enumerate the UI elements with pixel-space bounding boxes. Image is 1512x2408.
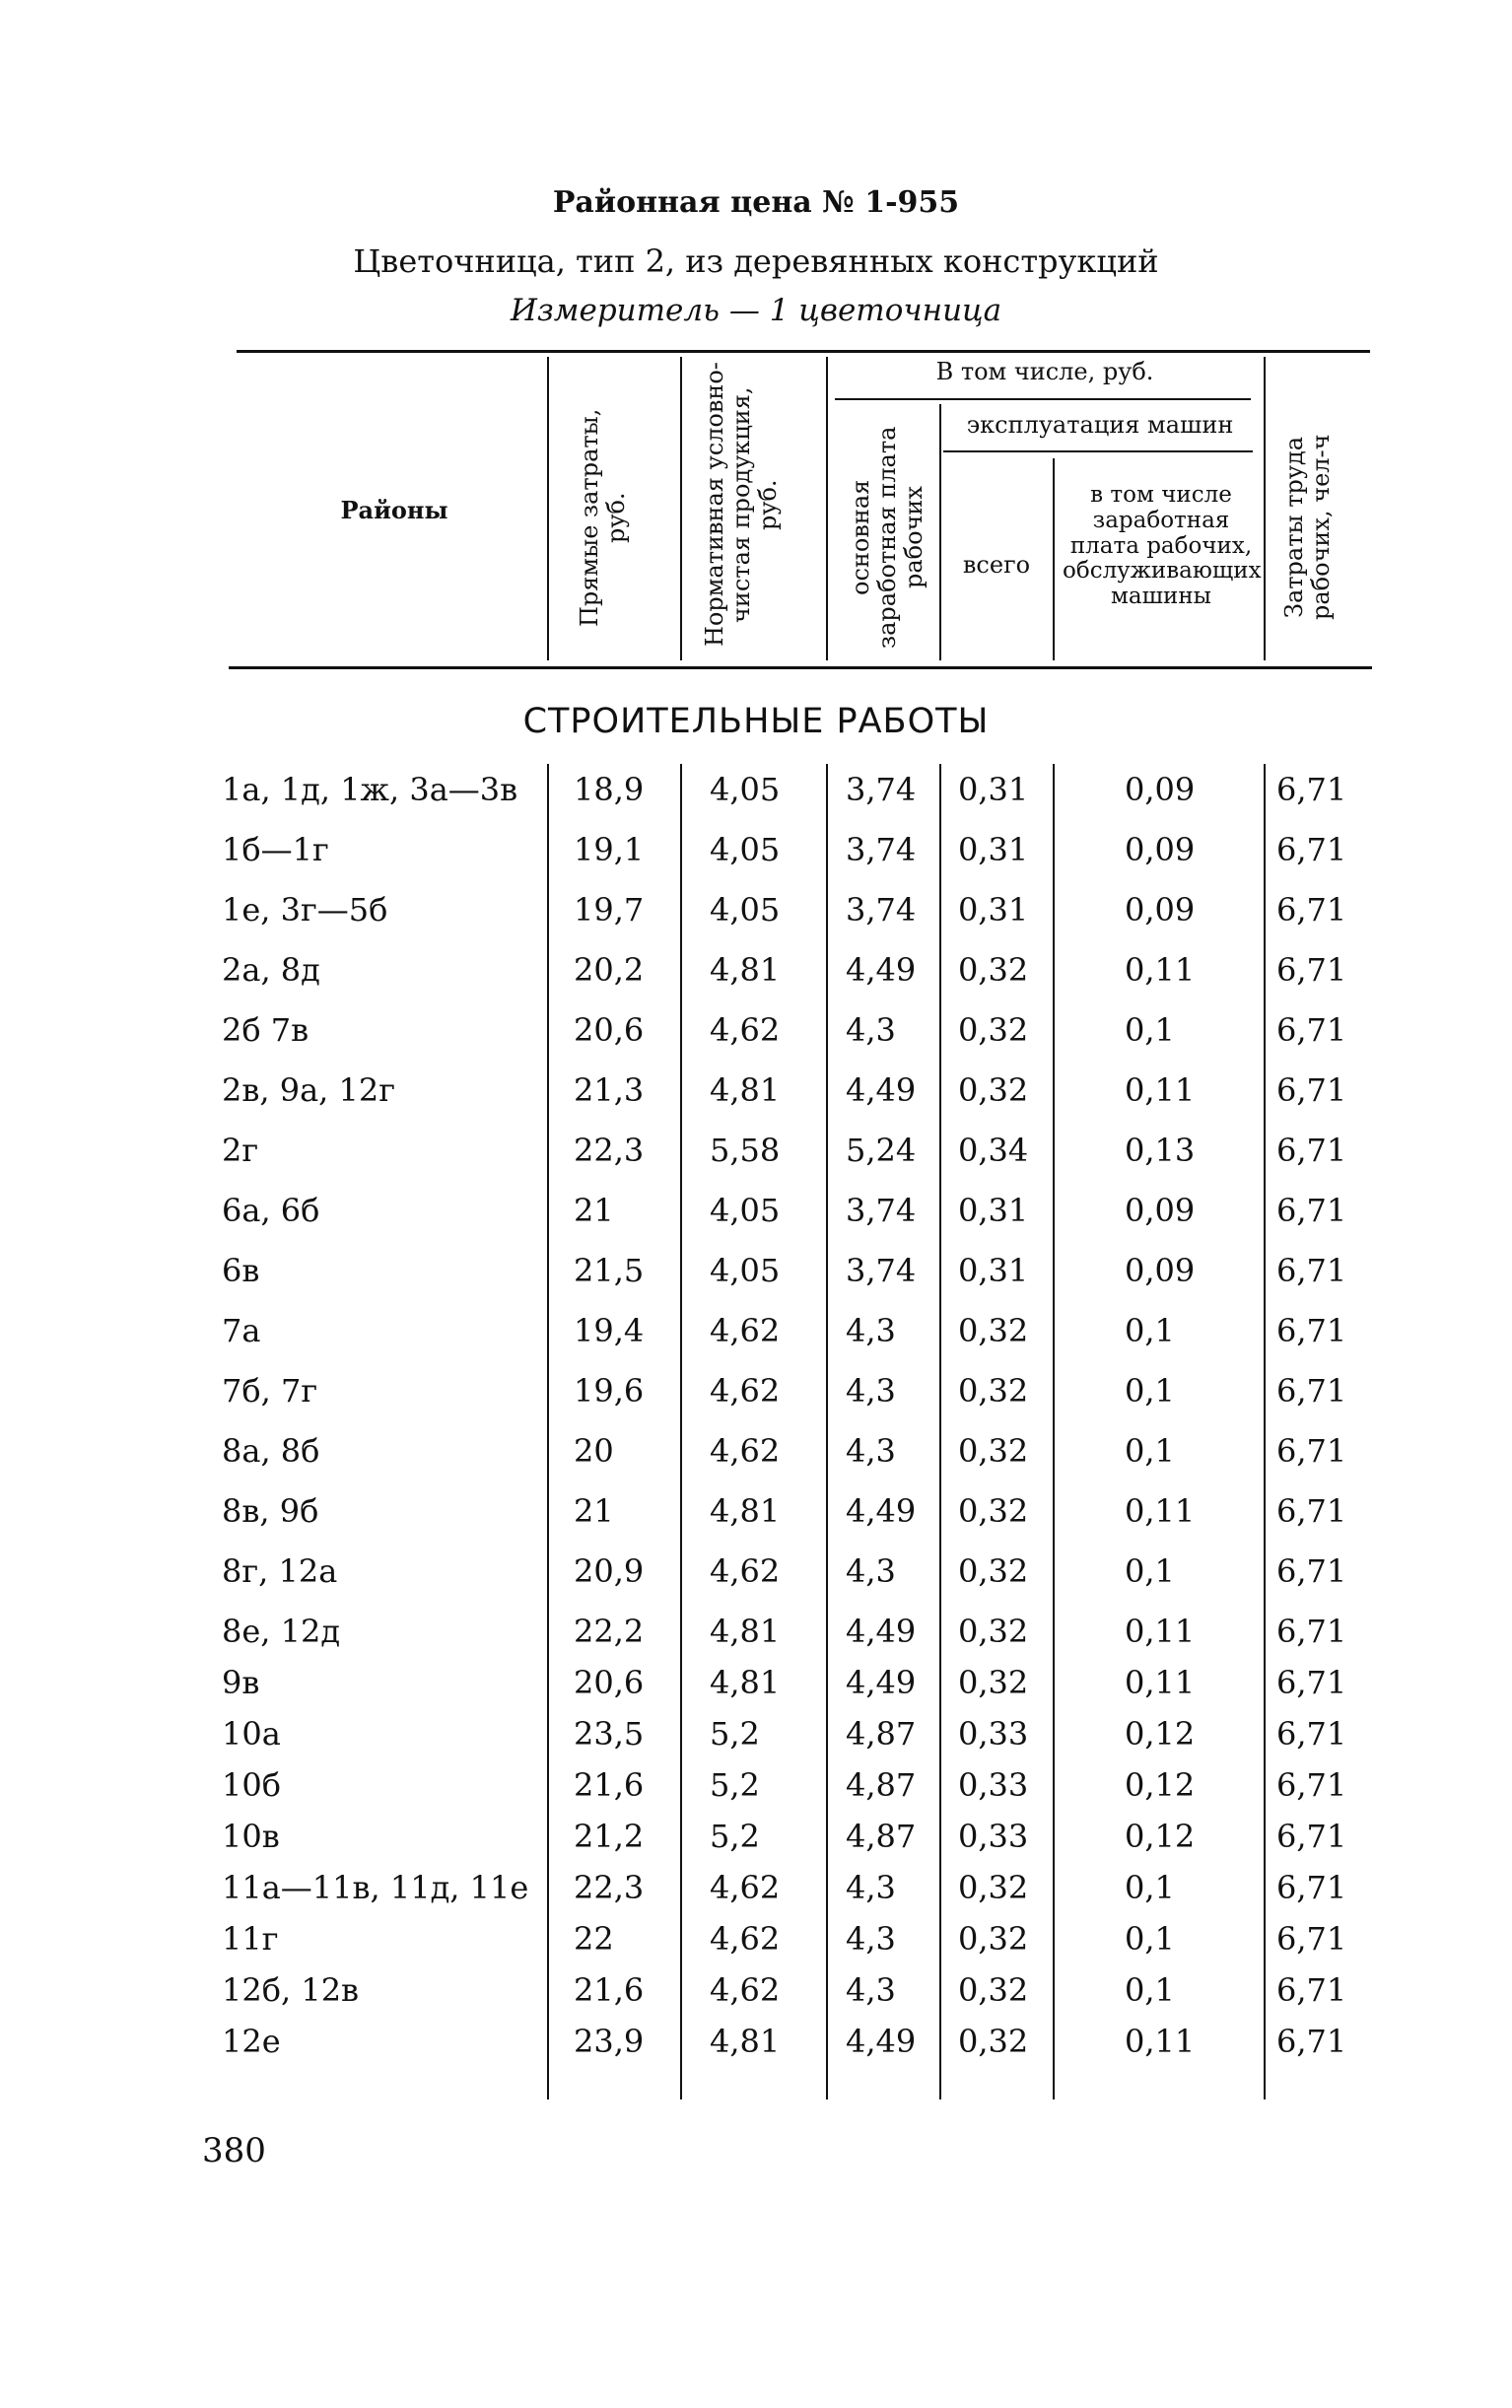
- machine-total-cell: 0,32: [958, 1011, 1029, 1049]
- col-machine-wage-header: в том числе заработная плата рабочих, обслуживающих машины: [1063, 482, 1262, 609]
- labor-cell: 6,71: [1276, 1818, 1347, 1855]
- direct-cost-cell: 20: [574, 1432, 614, 1470]
- normative-cell: 4,05: [710, 831, 781, 868]
- machine-total-cell: 0,32: [958, 2023, 1029, 2060]
- normative-cell: 4,81: [710, 951, 781, 989]
- direct-cost-cell: 20,6: [574, 1664, 645, 1701]
- base-wage-cell: 4,3: [846, 1432, 896, 1470]
- normative-cell: 4,62: [710, 1920, 781, 1958]
- including-header: В том числе, руб.: [935, 358, 1154, 385]
- machine-total-cell: 0,34: [958, 1132, 1029, 1169]
- machine-total-cell: 0,32: [958, 1492, 1029, 1530]
- machine-wage-cell: 0,09: [1125, 1252, 1196, 1289]
- normative-cell: 4,62: [710, 1869, 781, 1906]
- region-cell: 9в: [222, 1664, 260, 1701]
- region-cell: 2г: [222, 1132, 259, 1169]
- direct-cost-cell: 22: [574, 1920, 614, 1958]
- direct-cost-cell: 23,5: [574, 1715, 645, 1753]
- measure-unit: Измеритель — 1 цветочница: [510, 293, 1002, 328]
- normative-cell: 4,81: [710, 1492, 781, 1530]
- base-wage-cell: 4,87: [846, 1766, 917, 1804]
- labor-cell: 6,71: [1276, 1664, 1347, 1701]
- base-wage-cell: 4,87: [846, 1818, 917, 1855]
- base-wage-cell: 4,49: [846, 2023, 917, 2060]
- direct-cost-cell: 20,2: [574, 951, 645, 989]
- header-divider: [1264, 357, 1266, 660]
- region-cell: 11г: [222, 1920, 279, 1958]
- machine-wage-cell: 0,09: [1125, 771, 1196, 808]
- region-cell: 8а, 8б: [222, 1432, 320, 1470]
- normative-cell: 4,05: [710, 771, 781, 808]
- column-divider: [547, 764, 549, 2099]
- normative-cell: 4,81: [710, 1664, 781, 1701]
- base-wage-cell: 4,3: [846, 1869, 896, 1906]
- machine-total-cell: 0,32: [958, 1971, 1029, 2009]
- region-cell: 8г, 12а: [222, 1552, 338, 1590]
- normative-cell: 4,62: [710, 1971, 781, 2009]
- machine-total-cell: 0,32: [958, 1372, 1029, 1410]
- normative-cell: 4,05: [710, 1252, 781, 1289]
- machine-total-cell: 0,32: [958, 1432, 1029, 1470]
- header-top-rule: [237, 350, 1370, 353]
- machine-wage-cell: 0,11: [1125, 2023, 1196, 2060]
- base-wage-cell: 4,3: [846, 1312, 896, 1349]
- normative-cell: 5,58: [710, 1132, 781, 1169]
- normative-cell: 4,05: [710, 1192, 781, 1229]
- header-bottom-rule: [229, 666, 1372, 669]
- region-cell: 10в: [222, 1818, 280, 1855]
- base-wage-cell: 3,74: [846, 891, 917, 929]
- direct-cost-cell: 21,2: [574, 1818, 645, 1855]
- base-wage-cell: 4,49: [846, 1492, 917, 1530]
- labor-cell: 6,71: [1276, 1613, 1347, 1650]
- page-number: 380: [202, 2131, 266, 2170]
- labor-cell: 6,71: [1276, 1132, 1347, 1169]
- base-wage-cell: 4,3: [846, 1552, 896, 1590]
- machine-total-cell: 0,32: [958, 1613, 1029, 1650]
- region-cell: 10а: [222, 1715, 281, 1753]
- col-normative-header: Нормативная условно-чистая продукция, руб.: [701, 362, 782, 648]
- machine-total-cell: 0,31: [958, 831, 1029, 868]
- labor-cell: 6,71: [1276, 1372, 1347, 1410]
- labor-cell: 6,71: [1276, 1252, 1347, 1289]
- labor-cell: 6,71: [1276, 831, 1347, 868]
- column-divider: [939, 764, 941, 2099]
- region-cell: 12б, 12в: [222, 1971, 360, 2009]
- normative-cell: 4,81: [710, 1613, 781, 1650]
- normative-cell: 4,62: [710, 1011, 781, 1049]
- region-cell: 8е, 12д: [222, 1613, 341, 1650]
- normative-cell: 4,81: [710, 1071, 781, 1109]
- machine-wage-cell: 0,13: [1125, 1132, 1196, 1169]
- col-region-header: Районы: [340, 496, 448, 524]
- base-wage-cell: 4,49: [846, 951, 917, 989]
- header-divider: [939, 404, 941, 660]
- col-machine-total-header: всего: [962, 551, 1031, 579]
- labor-cell: 6,71: [1276, 1071, 1347, 1109]
- machine-total-cell: 0,33: [958, 1766, 1029, 1804]
- direct-cost-cell: 20,9: [574, 1552, 645, 1590]
- base-wage-cell: 4,49: [846, 1613, 917, 1650]
- base-wage-cell: 5,24: [846, 1132, 917, 1169]
- direct-cost-cell: 23,9: [574, 2023, 645, 2060]
- direct-cost-cell: 18,9: [574, 771, 645, 808]
- col-base-wage-header: основная заработная плата рабочих: [847, 426, 928, 649]
- base-wage-cell: 3,74: [846, 831, 917, 868]
- labor-cell: 6,71: [1276, 1869, 1347, 1906]
- labor-cell: 6,71: [1276, 1552, 1347, 1590]
- labor-cell: 6,71: [1276, 1766, 1347, 1804]
- machine-wage-cell: 0,1: [1125, 1920, 1175, 1958]
- header-divider: [547, 357, 549, 660]
- including-rule: [835, 398, 1251, 400]
- column-divider: [826, 764, 828, 2099]
- machine-wage-cell: 0,1: [1125, 1971, 1175, 2009]
- base-wage-cell: 4,3: [846, 1920, 896, 1958]
- machine-wage-cell: 0,09: [1125, 1192, 1196, 1229]
- base-wage-cell: 3,74: [846, 1252, 917, 1289]
- header-divider: [826, 357, 828, 660]
- direct-cost-cell: 22,3: [574, 1132, 645, 1169]
- normative-cell: 5,2: [710, 1715, 760, 1753]
- normative-cell: 4,05: [710, 891, 781, 929]
- machine-total-cell: 0,32: [958, 1071, 1029, 1109]
- machine-wage-cell: 0,11: [1125, 951, 1196, 989]
- machine-total-cell: 0,33: [958, 1818, 1029, 1855]
- machine-rule: [943, 450, 1253, 452]
- labor-cell: 6,71: [1276, 891, 1347, 929]
- labor-cell: 6,71: [1276, 1715, 1347, 1753]
- direct-cost-cell: 21: [574, 1492, 614, 1530]
- normative-cell: 4,62: [710, 1552, 781, 1590]
- region-cell: 2б 7в: [222, 1011, 309, 1049]
- machine-total-cell: 0,31: [958, 1192, 1029, 1229]
- region-cell: 6в: [222, 1252, 260, 1289]
- region-cell: 8в, 9б: [222, 1492, 319, 1530]
- labor-cell: 6,71: [1276, 1971, 1347, 2009]
- col-direct-header: Прямые затраты, руб.: [576, 408, 630, 627]
- base-wage-cell: 3,74: [846, 1192, 917, 1229]
- region-cell: 2а, 8д: [222, 951, 320, 989]
- base-wage-cell: 4,3: [846, 1971, 896, 2009]
- labor-cell: 6,71: [1276, 1920, 1347, 1958]
- direct-cost-cell: 21: [574, 1192, 614, 1229]
- direct-cost-cell: 19,7: [574, 891, 645, 929]
- direct-cost-cell: 22,2: [574, 1613, 645, 1650]
- machine-wage-cell: 0,09: [1125, 831, 1196, 868]
- machine-wage-cell: 0,11: [1125, 1071, 1196, 1109]
- direct-cost-cell: 19,4: [574, 1312, 645, 1349]
- direct-cost-cell: 21,6: [574, 1971, 645, 2009]
- labor-cell: 6,71: [1276, 951, 1347, 989]
- direct-cost-cell: 22,3: [574, 1869, 645, 1906]
- direct-cost-cell: 21,3: [574, 1071, 645, 1109]
- region-cell: 6а, 6б: [222, 1192, 320, 1229]
- normative-cell: 4,62: [710, 1372, 781, 1410]
- machine-wage-cell: 0,1: [1125, 1011, 1175, 1049]
- machine-wage-cell: 0,12: [1125, 1766, 1196, 1804]
- direct-cost-cell: 20,6: [574, 1011, 645, 1049]
- normative-cell: 4,81: [710, 2023, 781, 2060]
- region-cell: 12е: [222, 2023, 281, 2060]
- machine-wage-cell: 0,11: [1125, 1613, 1196, 1650]
- labor-cell: 6,71: [1276, 1192, 1347, 1229]
- machine-wage-cell: 0,11: [1125, 1664, 1196, 1701]
- machine-total-cell: 0,32: [958, 951, 1029, 989]
- labor-cell: 6,71: [1276, 1312, 1347, 1349]
- base-wage-cell: 4,87: [846, 1715, 917, 1753]
- price-subtitle: Цветочница, тип 2, из деревянных конструкций: [353, 242, 1159, 280]
- machine-wage-cell: 0,1: [1125, 1432, 1175, 1470]
- machine-total-cell: 0,32: [958, 1552, 1029, 1590]
- base-wage-cell: 3,74: [846, 771, 917, 808]
- labor-cell: 6,71: [1276, 2023, 1347, 2060]
- normative-cell: 5,2: [710, 1766, 760, 1804]
- col-labor-header: Затраты труда рабочих, чел-ч: [1280, 434, 1335, 621]
- header-divider: [1053, 458, 1055, 660]
- region-cell: 10б: [222, 1766, 281, 1804]
- machine-total-cell: 0,31: [958, 1252, 1029, 1289]
- machine-wage-cell: 0,11: [1125, 1492, 1196, 1530]
- region-cell: 7а: [222, 1312, 261, 1349]
- machine-total-cell: 0,33: [958, 1715, 1029, 1753]
- machine-total-cell: 0,31: [958, 891, 1029, 929]
- machine-total-cell: 0,32: [958, 1869, 1029, 1906]
- region-cell: 2в, 9а, 12г: [222, 1071, 395, 1109]
- machine-wage-cell: 0,12: [1125, 1818, 1196, 1855]
- section-title: СТРОИТЕЛЬНЫЕ РАБОТЫ: [522, 702, 990, 741]
- direct-cost-cell: 19,1: [574, 831, 645, 868]
- region-cell: 1б—1г: [222, 831, 329, 868]
- base-wage-cell: 4,3: [846, 1011, 896, 1049]
- direct-cost-cell: 21,6: [574, 1766, 645, 1804]
- column-divider: [680, 764, 682, 2099]
- machine-wage-cell: 0,09: [1125, 891, 1196, 929]
- price-title: Районная цена № 1-955: [552, 185, 960, 220]
- normative-cell: 4,62: [710, 1432, 781, 1470]
- machine-total-cell: 0,32: [958, 1920, 1029, 1958]
- column-divider: [1053, 764, 1055, 2099]
- region-cell: 11а—11в, 11д, 11е: [222, 1869, 529, 1906]
- machine-wage-cell: 0,1: [1125, 1552, 1175, 1590]
- machine-header: эксплуатация машин: [966, 411, 1234, 439]
- normative-cell: 5,2: [710, 1818, 760, 1855]
- region-cell: 7б, 7г: [222, 1372, 318, 1410]
- machine-total-cell: 0,31: [958, 771, 1029, 808]
- labor-cell: 6,71: [1276, 1011, 1347, 1049]
- labor-cell: 6,71: [1276, 1432, 1347, 1470]
- direct-cost-cell: 19,6: [574, 1372, 645, 1410]
- column-divider: [1264, 764, 1266, 2099]
- base-wage-cell: 4,49: [846, 1071, 917, 1109]
- machine-wage-cell: 0,1: [1125, 1869, 1175, 1906]
- direct-cost-cell: 21,5: [574, 1252, 645, 1289]
- header-divider: [680, 357, 682, 660]
- machine-total-cell: 0,32: [958, 1664, 1029, 1701]
- machine-wage-cell: 0,1: [1125, 1312, 1175, 1349]
- labor-cell: 6,71: [1276, 1492, 1347, 1530]
- normative-cell: 4,62: [710, 1312, 781, 1349]
- base-wage-cell: 4,49: [846, 1664, 917, 1701]
- machine-total-cell: 0,32: [958, 1312, 1029, 1349]
- machine-wage-cell: 0,12: [1125, 1715, 1196, 1753]
- region-cell: 1а, 1д, 1ж, 3а—3в: [222, 771, 518, 808]
- region-cell: 1е, 3г—5б: [222, 891, 388, 929]
- labor-cell: 6,71: [1276, 771, 1347, 808]
- machine-wage-cell: 0,1: [1125, 1372, 1175, 1410]
- base-wage-cell: 4,3: [846, 1372, 896, 1410]
